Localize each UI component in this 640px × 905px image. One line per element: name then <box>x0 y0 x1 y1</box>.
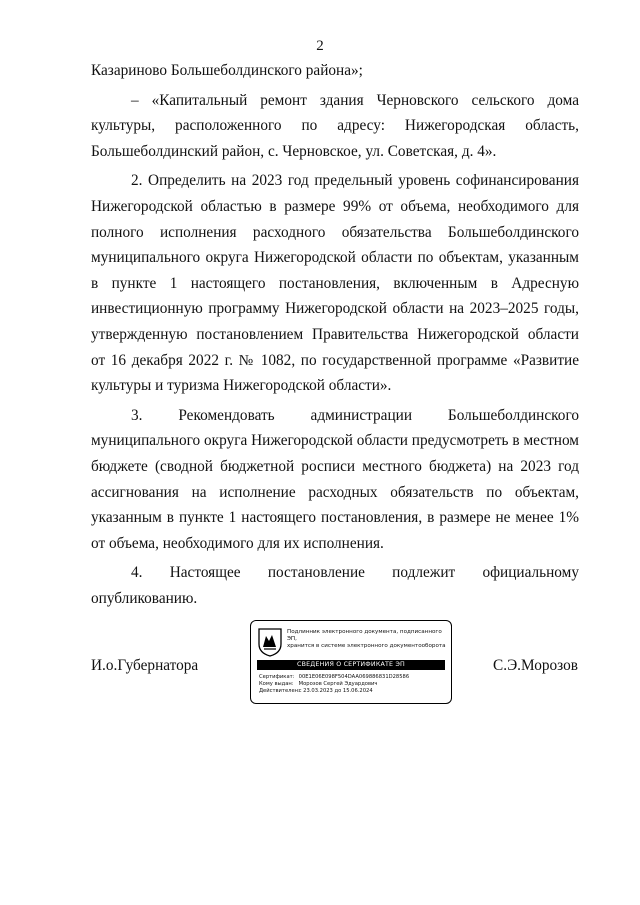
text-line: от объема, необходимого для их исполнения. <box>91 534 384 552</box>
paragraph <box>91 88 579 165</box>
stamp-certificate-details <box>259 674 447 695</box>
stamp-row-key: Кому выдан: <box>259 681 294 687</box>
text-line: культуры и туризма Нижегородской области». <box>91 377 392 395</box>
stamp-header: Подлинник электронного документа, подписанного ЭП, хранится в системе электронного документооборота <box>287 629 446 649</box>
signature-title: И.о.Губернатора <box>91 657 199 674</box>
stamp-row <box>259 674 447 681</box>
text-line: бюджете (сводной бюджетной росписи местного бюджета) на 2023 год <box>91 457 579 475</box>
signature-name: С.Э.Морозов <box>493 657 578 674</box>
text-line: муниципального округа Нижегородской области по объектам, указанным <box>91 249 579 267</box>
text-line: утвержденную постановлением Правительства Нижегородской области <box>91 325 579 343</box>
stamp-row <box>259 681 447 688</box>
text-line: Большеболдинский район, с. Черновское, ул. Советская, д. 4». <box>91 142 497 160</box>
paragraph <box>91 58 579 84</box>
paragraph <box>91 403 579 557</box>
paragraph <box>91 560 579 611</box>
text-line: культуры, расположенного по адресу: Нижегородская область, <box>91 117 579 135</box>
stamp-row-key: Сертификат: <box>259 674 295 680</box>
text-line: инвестиционную программу Нижегородской области на 2023–2025 годы, <box>91 300 579 318</box>
text-line: указанным в пункте 1 настоящего постановления, в размере не менее 1% <box>91 509 579 527</box>
text-line: Нижегородской областью в размере 99% от объема, необходимого для <box>91 197 579 215</box>
stamp-row-value: 00E1E06E098F504DAA069886831D28586 <box>298 674 410 680</box>
coat-of-arms-icon <box>257 627 283 657</box>
text-line: 4. Настоящее постановление подлежит официальному <box>131 564 579 582</box>
electronic-signature-stamp <box>250 620 452 704</box>
text-line: опубликованию. <box>91 589 198 607</box>
stamp-row-key: Действителен: <box>259 688 300 694</box>
stamp-row-value: с 23.03.2023 до 15.06.2024 <box>298 688 373 694</box>
text-line: ассигнования на исполнение расходных обязательств по объектам, <box>91 483 579 501</box>
text-line: полного исполнения расходного обязательства Большеболдинского <box>91 223 579 241</box>
text-line: в пункте 1 настоящего постановления, включенным в Адресную <box>91 274 579 292</box>
text-line: – «Капитальный ремонт здания Черновского сельского дома <box>131 91 579 109</box>
stamp-row-value: Морозов Сергей Эдуардович <box>298 681 378 687</box>
text-line: Казариново Большеболдинского района»; <box>91 62 363 79</box>
paragraph <box>91 168 579 398</box>
text-line: 2. Определить на 2023 год предельный уровень софинансирования <box>131 172 579 190</box>
text-line: 3. Рекомендовать администрации Большеболдинского <box>131 406 579 424</box>
text-line: муниципального округа Нижегородской области предусмотреть в местном <box>91 432 579 450</box>
document-body <box>91 58 579 611</box>
text-line: от 16 декабря 2022 г. № 1082, по государственной программе «Развитие <box>91 351 579 369</box>
stamp-certificate-bar: СВЕДЕНИЯ О СЕРТИФИКАТЕ ЭП <box>257 660 445 670</box>
stamp-row <box>259 688 447 695</box>
page-number: 2 <box>316 38 324 54</box>
